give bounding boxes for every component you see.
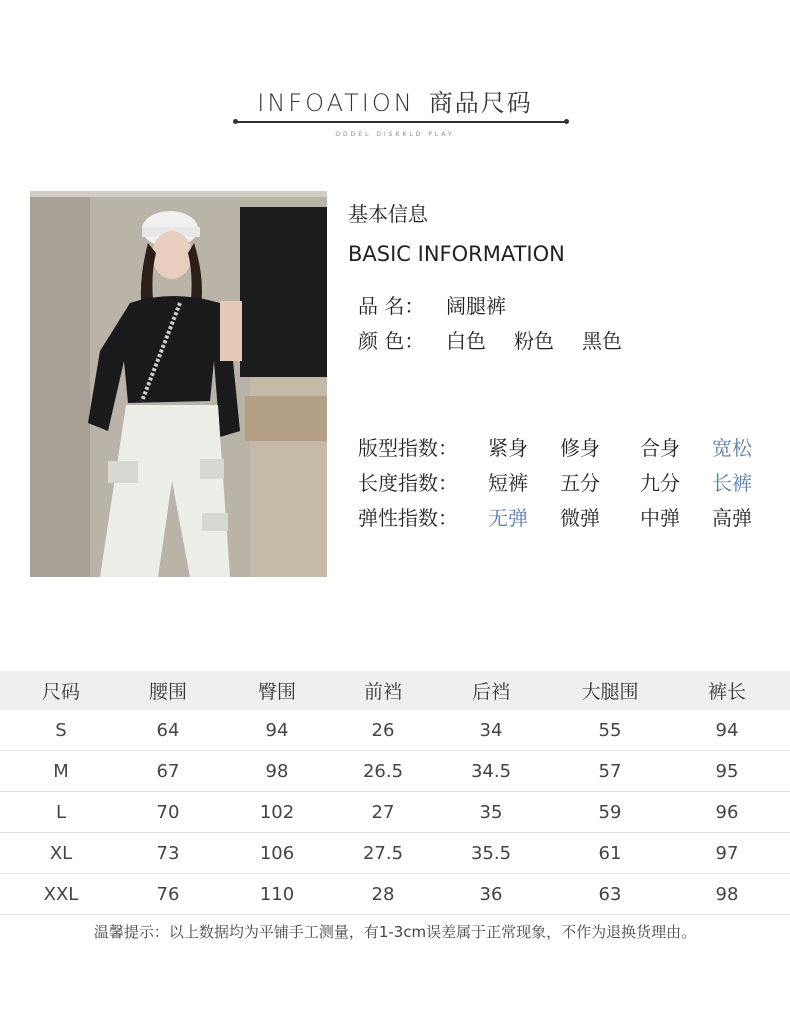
color-label: 颜 色： [358, 329, 425, 353]
col-size: 尺码 [0, 671, 122, 710]
table-cell: 76 [122, 874, 214, 915]
stretch-option: 微弹 [560, 506, 600, 530]
product-name-label: 品 名： [358, 294, 425, 318]
stretch-index-label: 弹性指数： [358, 506, 458, 530]
table-cell: XL [0, 833, 122, 874]
product-name-row [358, 291, 506, 321]
length-option: 九分 [640, 471, 680, 495]
color-row [358, 326, 622, 356]
table-row [0, 710, 790, 751]
info-title-cn: 基本信息 [348, 202, 428, 226]
page-header [0, 86, 790, 120]
fit-option: 合身 [640, 436, 680, 460]
color-value-white: 白色 [446, 329, 486, 353]
stretch-option: 高弹 [712, 506, 752, 530]
col-front-rise: 前裆 [340, 671, 426, 710]
table-cell: 61 [556, 833, 664, 874]
table-cell: S [0, 710, 122, 751]
header-title-cn: 商品尺码 [428, 89, 533, 117]
size-table [0, 671, 790, 915]
color-value-pink: 粉色 [514, 329, 554, 353]
table-cell: 63 [556, 874, 664, 915]
col-back-rise: 后裆 [426, 671, 556, 710]
table-cell: 34.5 [426, 751, 556, 792]
table-cell: 106 [214, 833, 340, 874]
table-row [0, 874, 790, 915]
table-cell: 97 [664, 833, 790, 874]
header-divider [236, 121, 566, 123]
table-cell: 57 [556, 751, 664, 792]
table-cell: M [0, 751, 122, 792]
col-thigh: 大腿围 [556, 671, 664, 710]
table-cell: 98 [214, 751, 340, 792]
table-cell: 110 [214, 874, 340, 915]
table-cell: 35 [426, 792, 556, 833]
table-cell: 64 [122, 710, 214, 751]
header-title-en: INFOATION [257, 89, 415, 117]
table-cell: L [0, 792, 122, 833]
table-cell: 35.5 [426, 833, 556, 874]
table-row [0, 833, 790, 874]
table-cell: 36 [426, 874, 556, 915]
table-cell: 95 [664, 751, 790, 792]
table-cell: 27 [340, 792, 426, 833]
table-cell: 28 [340, 874, 426, 915]
header-subtitle: ODDEL DISKKLD PLAY [335, 131, 455, 138]
col-length: 裤长 [664, 671, 790, 710]
table-cell: 94 [214, 710, 340, 751]
fit-option: 修身 [560, 436, 600, 460]
table-cell: 59 [556, 792, 664, 833]
model-photo-illustration [30, 191, 327, 577]
length-option-selected: 长裤 [712, 471, 752, 495]
length-option: 短裤 [488, 471, 528, 495]
table-cell: 96 [664, 792, 790, 833]
stretch-option-selected: 无弹 [488, 506, 528, 530]
header-title [0, 86, 790, 120]
table-cell: 34 [426, 710, 556, 751]
table-cell: 102 [214, 792, 340, 833]
table-cell: 67 [122, 751, 214, 792]
color-value-black: 黑色 [582, 329, 622, 353]
table-cell: 27.5 [340, 833, 426, 874]
table-cell: 94 [664, 710, 790, 751]
table-cell: 26.5 [340, 751, 426, 792]
table-row [0, 751, 790, 792]
fit-index-label: 版型指数： [358, 436, 458, 460]
info-title-en: BASIC INFORMATION [348, 242, 565, 266]
measurement-note: 温馨提示：以上数据均为平铺手工测量，有1-3cm误差属于正常现象，不作为退换货理由。 [93, 923, 697, 941]
table-cell: 73 [122, 833, 214, 874]
basic-info-heading [348, 196, 565, 272]
stretch-option: 中弹 [640, 506, 680, 530]
length-option: 五分 [560, 471, 600, 495]
table-row [0, 792, 790, 833]
table-cell: 70 [122, 792, 214, 833]
table-cell: 55 [556, 710, 664, 751]
table-cell: XXL [0, 874, 122, 915]
length-index-label: 长度指数： [358, 471, 458, 495]
col-waist: 腰围 [122, 671, 214, 710]
size-table-header [0, 671, 790, 710]
product-photo [30, 191, 327, 577]
col-hip: 臀围 [214, 671, 340, 710]
table-cell: 26 [340, 710, 426, 751]
fit-option-selected: 宽松 [712, 436, 752, 460]
product-name-value: 阔腿裤 [446, 294, 506, 318]
fit-option: 紧身 [488, 436, 528, 460]
table-cell: 98 [664, 874, 790, 915]
